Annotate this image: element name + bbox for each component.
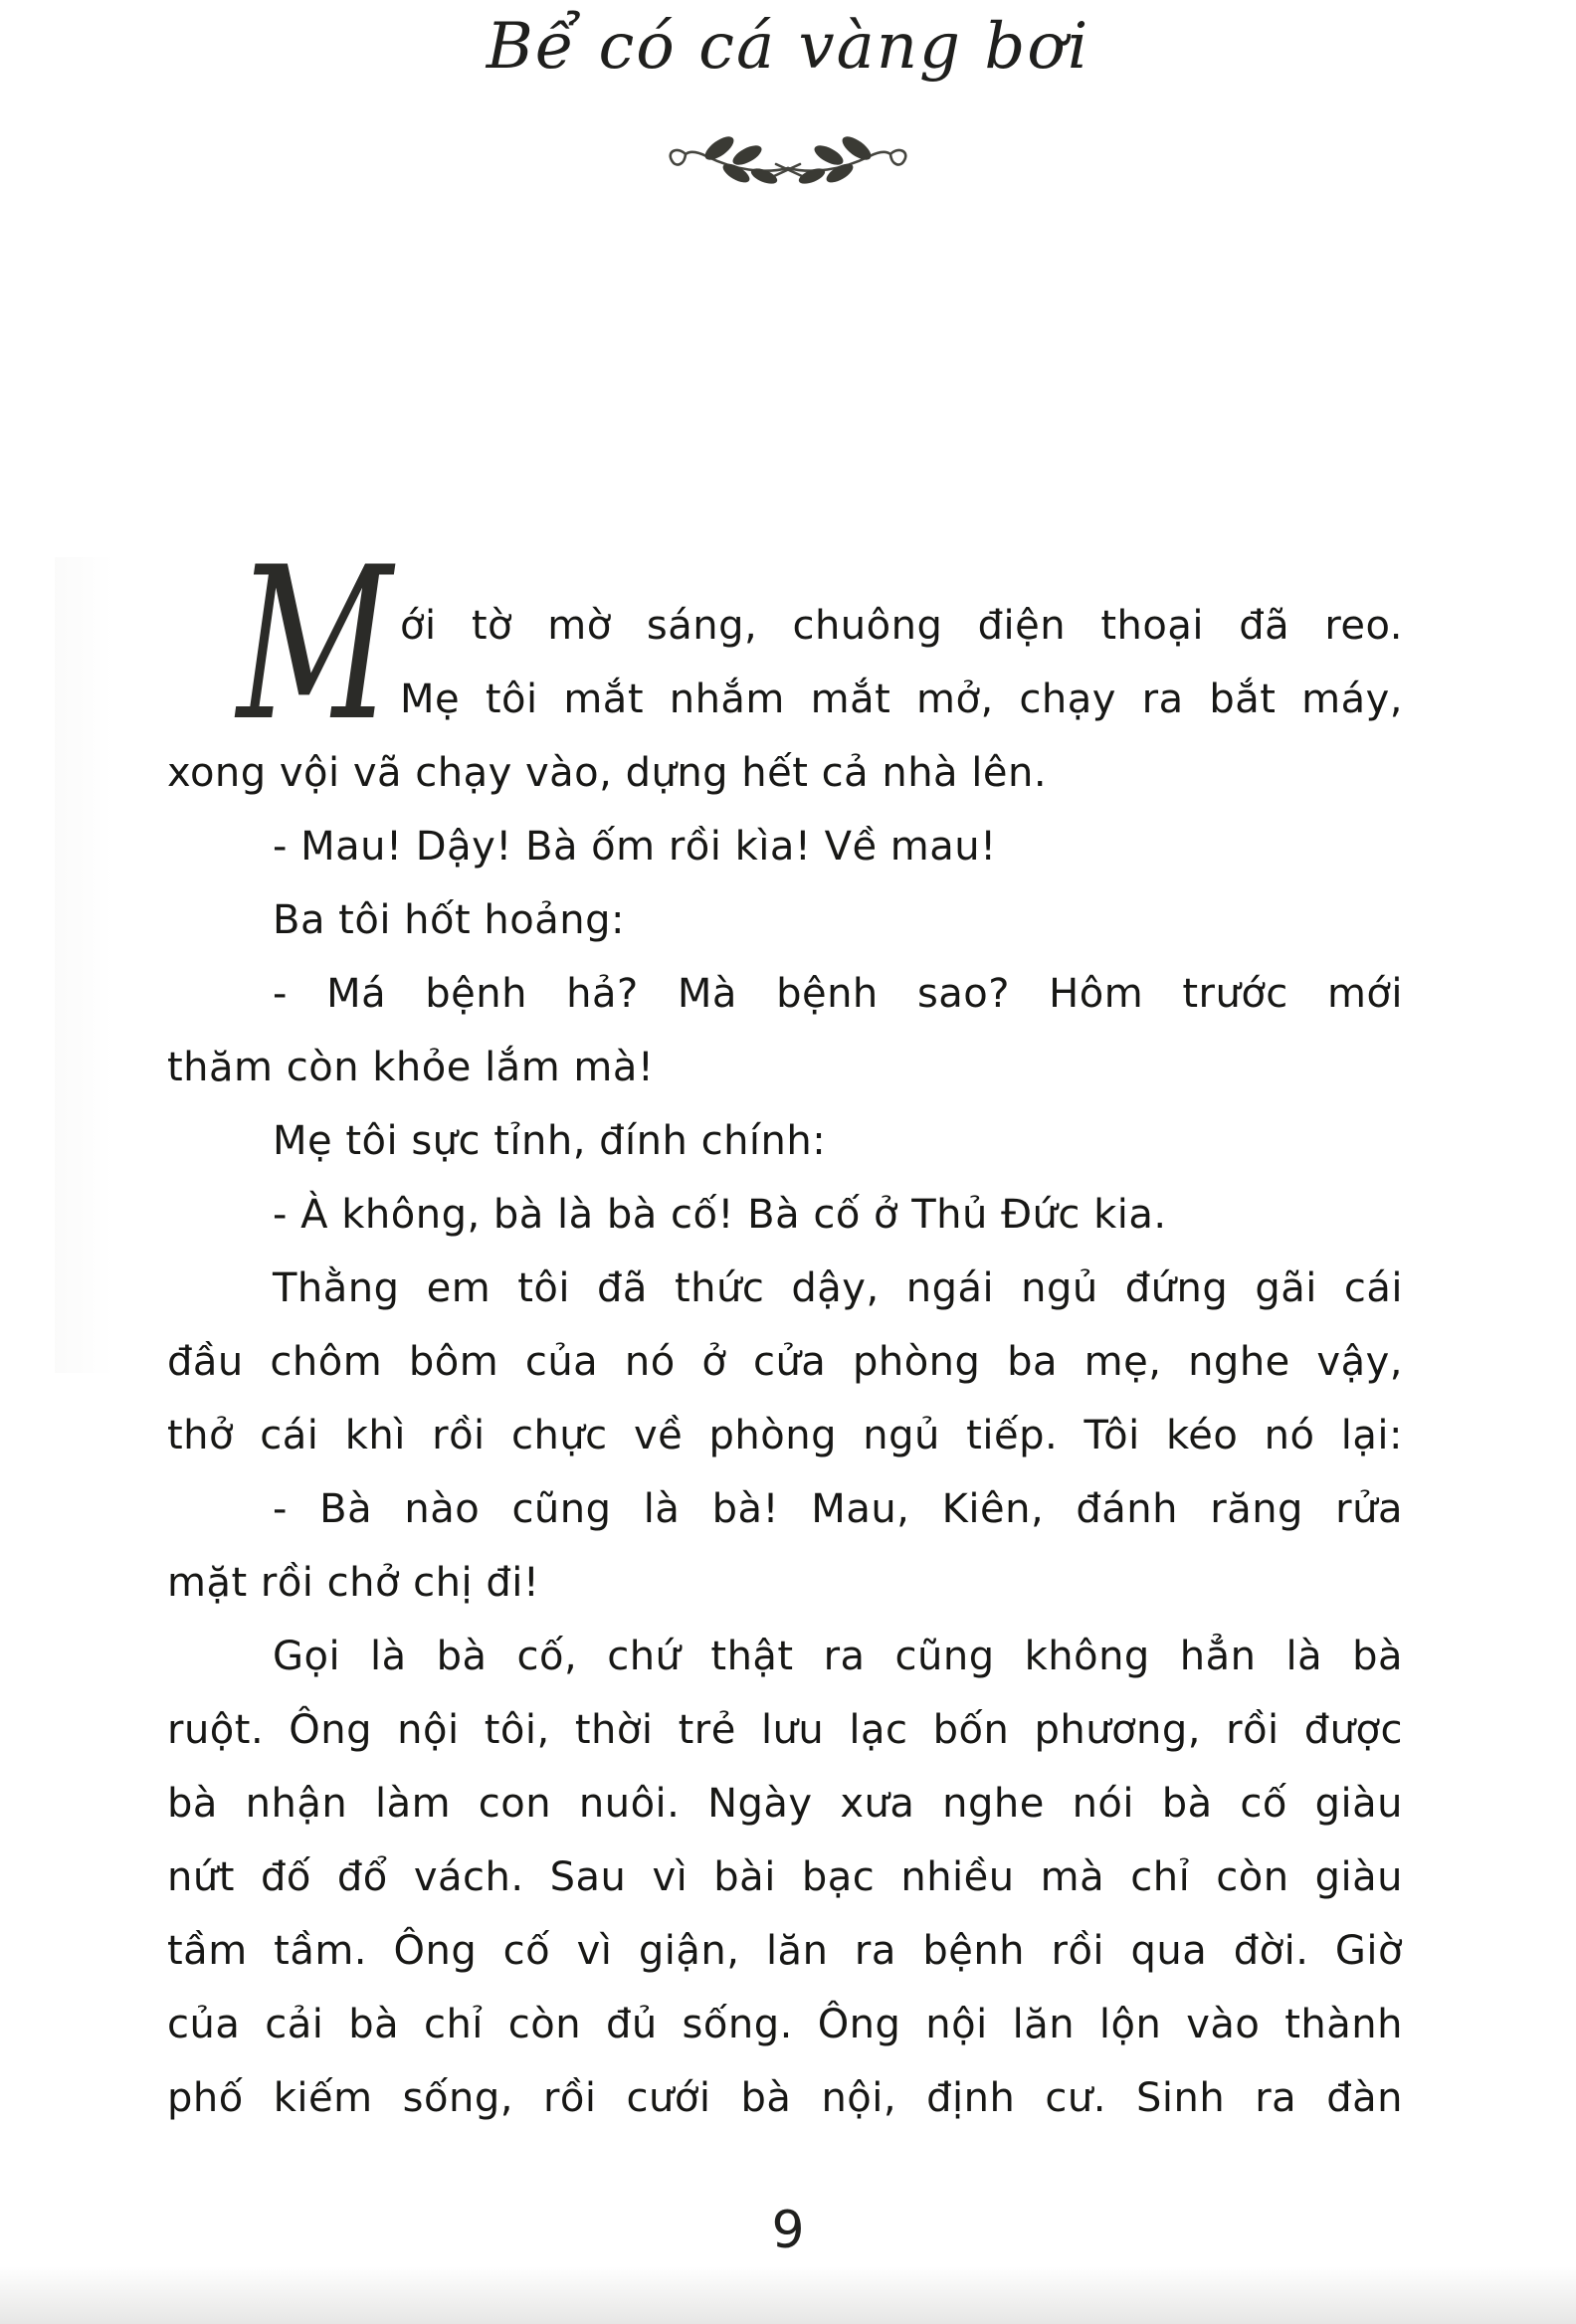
text-line: thăm còn khỏe lắm mà! <box>167 1045 655 1090</box>
text-line: - À không, bà là bà cố! Bà cố ở Thủ Đức kia. <box>273 1192 1167 1238</box>
scan-artifact-left <box>55 557 114 1373</box>
text-line: Ba tôi hốt hoảng: <box>273 897 625 943</box>
leaf-divider-icon <box>653 127 923 185</box>
text-line: bà nhận làm con nuôi. Ngày xưa nghe nói bà cố giàu <box>167 1781 1403 1827</box>
text-line: Gọi là bà cố, chứ thật ra cũng không hẳn là bà <box>273 1634 1403 1679</box>
text-line: tầm tầm. Ông cố vì giận, lăn ra bệnh rồi qua đời. Giờ <box>167 1928 1403 1974</box>
running-title: Bể có cá vàng bơi <box>486 10 1090 84</box>
text-line: - Bà nào cũng là bà! Mau, Kiên, đánh răng rửa <box>273 1486 1403 1532</box>
text-line: Mẹ tôi sực tỉnh, đính chính: <box>273 1118 827 1164</box>
text-lines <box>167 589 1403 2135</box>
text-line: - Mau! Dậy! Bà ốm rồi kìa! Về mau! <box>273 824 997 870</box>
text-line: Mẹ tôi mắt nhắm mắt mở, chạy ra bắt máy, <box>400 677 1403 722</box>
text-line: nứt đố đổ vách. Sau vì bài bạc nhiều mà chỉ còn giàu <box>167 1854 1403 1900</box>
text-line: ới tờ mờ sáng, chuông điện thoại đã reo. <box>400 603 1403 649</box>
text-line: - Má bệnh hả? Mà bệnh sao? Hôm trước mới <box>273 971 1403 1017</box>
text-block <box>167 521 1403 2135</box>
scan-artifact-bottom <box>0 2266 1576 2324</box>
text-line: Thằng em tôi đã thức dậy, ngái ngủ đứng gãi cái <box>273 1265 1403 1311</box>
text-line: của cải bà chỉ còn đủ sống. Ông nội lăn lộn vào thành <box>167 2002 1403 2047</box>
text-line: đầu chôm bôm của nó ở cửa phòng ba mẹ, nghe vậy, <box>167 1339 1403 1385</box>
text-line: ruột. Ông nội tôi, thời trẻ lưu lạc bốn phương, rồi được <box>167 1707 1403 1753</box>
text-line: thở cái khì rồi chực về phòng ngủ tiếp. Tôi kéo nó lại: <box>167 1413 1403 1458</box>
drop-cap: M <box>237 521 393 767</box>
text-line: phố kiếm sống, rồi cưới bà nội, định cư. Sinh ra đàn <box>167 2075 1403 2121</box>
text-line: xong vội vã chạy vào, dựng hết cả nhà lên. <box>167 750 1048 796</box>
text-line: mặt rồi chở chị đi! <box>167 1560 540 1606</box>
page-number: 9 <box>771 2201 805 2260</box>
